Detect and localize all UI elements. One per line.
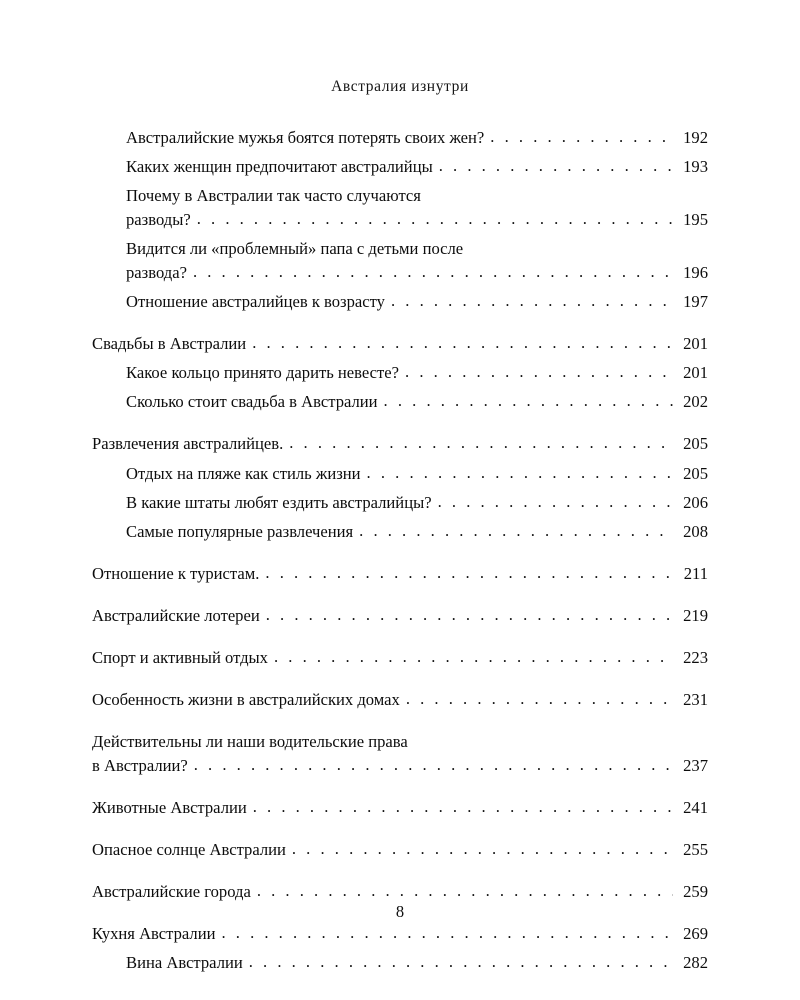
toc-entry-title: Особенность жизни в австралийских домах (92, 689, 400, 709)
toc-entry-title-cont: разводы? (126, 210, 191, 230)
toc-entry[interactable] (92, 155, 708, 179)
toc-entry-title: Самые популярные развлечения (126, 521, 354, 541)
toc-entry-title: Почему в Австралии так часто случаются (126, 186, 421, 206)
toc-entry[interactable] (92, 432, 708, 456)
toc-entry[interactable] (92, 604, 708, 628)
toc-entry[interactable] (92, 126, 708, 150)
toc-entry[interactable] (92, 562, 708, 586)
toc-entry-title: Какое кольцо принято дарить невесте? (126, 363, 400, 383)
toc-entry[interactable] (92, 838, 708, 862)
leader-dots (252, 331, 673, 355)
leader-dots (438, 490, 673, 514)
toc-entry-title: Действительны ли наши водительские права (92, 731, 408, 751)
toc-entry-title: Отношение австралийцев к возрасту (126, 292, 385, 312)
toc-entry[interactable] (92, 290, 708, 314)
leader-dots (289, 431, 673, 455)
toc-entry-page: 237 (683, 755, 708, 775)
toc-entry-page: 205 (683, 434, 708, 454)
leader-dots (490, 125, 673, 149)
leader-dots (367, 461, 673, 485)
toc-entry[interactable] (92, 646, 708, 670)
toc-entry-page: 282 (683, 953, 708, 973)
toc-entry-page: 201 (683, 334, 708, 354)
leader-dots (249, 950, 673, 974)
toc-entry-title: Вина Австралии (126, 953, 243, 973)
toc-entry-title: Развлечения австралийцев. (92, 434, 284, 454)
toc-entry-page: 205 (683, 463, 708, 483)
toc-entry[interactable] (92, 237, 708, 285)
toc-entry-page: 241 (683, 797, 708, 817)
toc-entry-title: Каких женщин предпочитают австралийцы (126, 157, 433, 177)
toc-entry-page: 192 (683, 128, 708, 147)
toc-entry-page: 219 (683, 605, 708, 625)
toc-entry[interactable] (92, 730, 708, 778)
toc-entry-title-cont: в Австралии? (92, 755, 188, 775)
running-head: Австралия изнутри (331, 78, 469, 95)
toc-entry-title: Австралийские города (92, 882, 251, 902)
toc-entry[interactable] (92, 491, 708, 515)
toc-entry[interactable] (92, 880, 708, 904)
leader-dots (391, 289, 673, 313)
leader-dots (274, 645, 673, 669)
toc-entry-title: Животные Австралии (92, 797, 247, 817)
toc-entry-title: Опасное солнце Австралии (92, 839, 286, 859)
toc-entry-page: 206 (683, 492, 708, 512)
toc-entry-page: 197 (683, 292, 708, 312)
leader-dots (359, 519, 673, 543)
leader-dots (266, 603, 673, 627)
leader-dots (257, 879, 673, 903)
toc-entry-title: Видится ли «проблемный» папа с детьми после (126, 239, 464, 259)
toc-entry-page: 269 (683, 924, 708, 944)
toc-entry-page: 202 (683, 392, 708, 412)
toc-entry-title: Спорт и активный отдых (92, 647, 268, 667)
page-number: 8 (395, 902, 405, 921)
toc-entry[interactable] (92, 184, 708, 232)
toc-entry[interactable] (92, 922, 708, 946)
leader-dots (265, 561, 673, 585)
leader-dots (406, 687, 673, 711)
toc-entry[interactable] (92, 462, 708, 486)
toc-entry-title: В какие штаты любят ездить австралийцы? (126, 492, 432, 512)
toc-entry[interactable] (92, 332, 708, 356)
toc-entry[interactable] (92, 520, 708, 544)
toc-entry[interactable] (92, 361, 708, 385)
toc-entry[interactable] (92, 951, 708, 975)
toc-entry-page: 193 (683, 157, 708, 177)
leader-dots (253, 795, 673, 819)
leader-dots (439, 154, 673, 178)
toc-entry-title: Австралийские лотереи (92, 605, 260, 625)
toc-entry-title: Свадьбы в Австралии (92, 334, 247, 354)
leader-dots (197, 207, 673, 231)
toc-entry-title: Отношение к туристам. (92, 563, 260, 583)
toc-entry-title-cont: развода? (126, 263, 187, 283)
toc-entry-page: 259 (683, 882, 708, 902)
toc-entry-page: 201 (683, 363, 708, 383)
toc-entry-page: 208 (683, 521, 708, 541)
toc-entry-page: 255 (683, 839, 708, 859)
toc-entry-page: 195 (683, 210, 708, 230)
toc-entry-title: Отдых на пляже как стиль жизни (126, 463, 361, 483)
toc-entry-page: 196 (683, 263, 708, 283)
leader-dots (221, 921, 673, 945)
toc-entry-title: Австралийские мужья боятся потерять своих жен? (126, 128, 485, 147)
toc-entry-page: 231 (683, 689, 708, 709)
toc-entry[interactable] (92, 688, 708, 712)
toc-entry-page: 223 (683, 647, 708, 667)
toc-entry-title: Кухня Австралии (92, 924, 216, 944)
toc-entry-title: Сколько стоит свадьба в Австралии (126, 392, 378, 412)
leader-dots (194, 753, 673, 777)
leader-dots (405, 360, 673, 384)
table-of-contents (92, 126, 708, 975)
leader-dots (292, 837, 673, 861)
toc-entry[interactable] (92, 390, 708, 414)
leader-dots (193, 260, 673, 284)
leader-dots (384, 389, 673, 413)
toc-entry-page: 211 (683, 563, 708, 583)
toc-entry[interactable] (92, 796, 708, 820)
